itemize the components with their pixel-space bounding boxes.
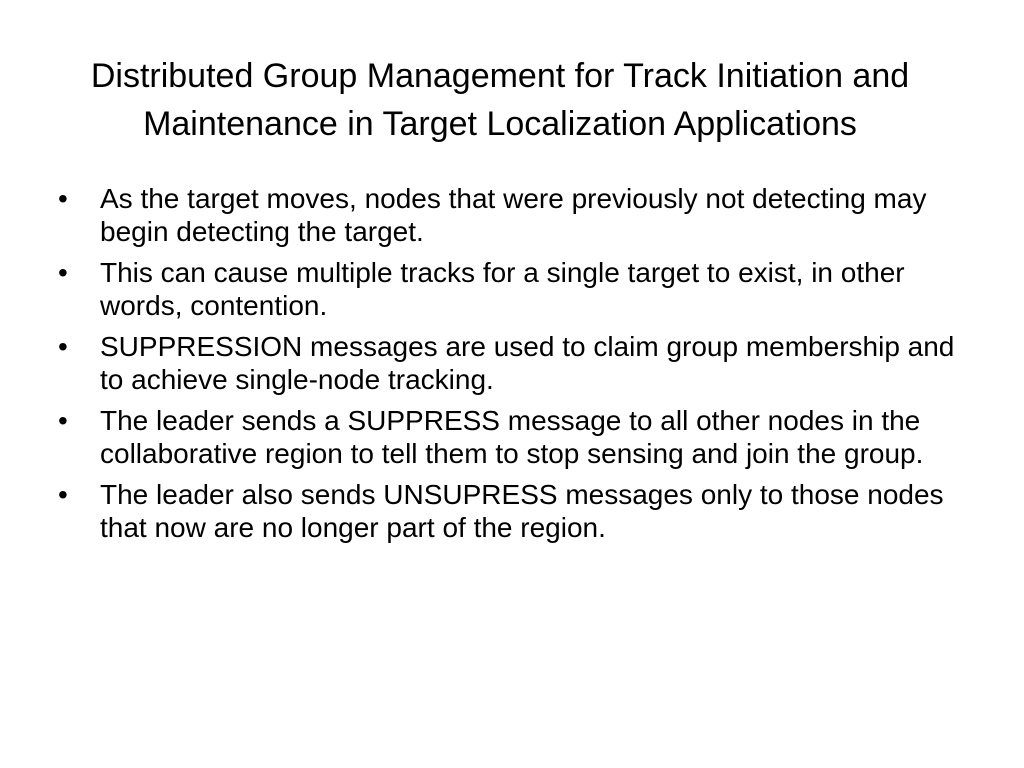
bullet-icon: •: [58, 257, 68, 288]
bullet-text: This can cause multiple tracks for a single target to exist, in other words, contention.: [100, 257, 905, 321]
bullet-icon: •: [58, 405, 68, 436]
bullet-icon: •: [58, 479, 68, 510]
bullet-icon: •: [58, 183, 68, 214]
bullet-icon: •: [58, 331, 68, 362]
bullet-text: The leader also sends UNSUPRESS messages only to those nodes that now are no longer part of the region.: [100, 479, 944, 543]
bullet-item: [58, 478, 978, 544]
bullet-item: [58, 182, 978, 248]
bullet-text: SUPPRESSION messages are used to claim group membership and to achieve single-node tracking.: [100, 331, 955, 395]
slide-title: [0, 52, 1000, 148]
bullet-list: [58, 182, 978, 552]
bullet-item: [58, 404, 978, 470]
slide-title-line-2: Maintenance in Target Localization Applications: [143, 105, 857, 143]
bullet-item: [58, 256, 978, 322]
bullet-text: As the target moves, nodes that were previously not detecting may begin detecting the target.: [100, 183, 927, 247]
bullet-text: The leader sends a SUPPRESS message to all other nodes in the collaborative region to tell them to stop sensing and join the group.: [100, 405, 924, 469]
slide-title-line-1: Distributed Group Management for Track Initiation and: [90, 57, 910, 95]
bullet-item: [58, 330, 978, 396]
